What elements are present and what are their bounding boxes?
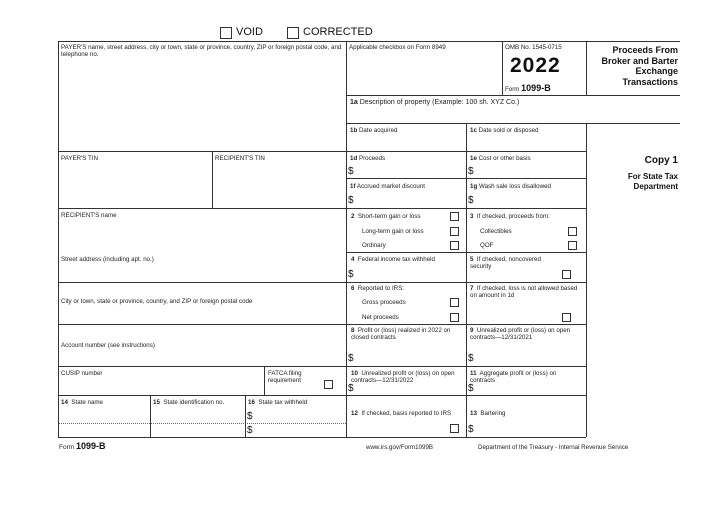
tax-year: 2022 [510,54,561,77]
box-6-gross-label: Gross proceeds [362,299,406,306]
recipient-name-label: RECIPIENT'S name [61,212,117,219]
omb-form-label [505,84,551,94]
footer-form-label [59,441,106,453]
box-5-number: 5 [470,256,474,263]
box-1a-number: 1a [350,99,358,106]
fatca-checkbox[interactable] [324,380,333,389]
box-2-short-checkbox[interactable] [450,212,459,221]
box-1d-label: Proceeds [358,155,386,162]
box-7-number: 7 [470,285,474,292]
box-3-label: If checked, proceeds from: [476,213,550,220]
box-2-ordinary-checkbox[interactable] [450,241,459,250]
account-number-field[interactable] [60,351,344,365]
copy-heading: Copy 1 [644,155,678,166]
box-7-label: If checked, loss is not allowed based on amount in 1d [470,285,578,300]
box-4-dollar: $ [348,269,354,280]
payer-tin-label: PAYER'S TIN [61,155,98,162]
box-16-number: 16 [248,399,255,406]
box-1b-label: Date acquired [358,127,398,134]
box-9-number: 9 [470,327,474,334]
box-10-label: Unrealized profit or (loss) on open contracts—12/31/2022 [351,370,455,385]
box-1g-label: Wash sale loss disallowed [478,183,551,190]
box-2-number: 2 [351,213,355,220]
form-number: 1099-B [521,83,551,93]
box-1b-number: 1b [350,127,358,134]
box-1g-dollar: $ [468,195,474,206]
box-13-label: Bartering [480,410,506,417]
box-2-long-label: Long-term gain or loss [362,228,424,235]
box-1f-number: 1f [350,183,356,190]
box-1e-label: Cost or other basis [478,155,531,162]
box-6-number: 6 [351,285,355,292]
account-number-label: Account number (see instructions) [61,342,155,349]
box-1g-field[interactable] [476,194,584,206]
cusip-label: CUSIP number [61,370,103,377]
box-14-field-1[interactable] [60,408,148,422]
box-1f-field[interactable] [356,194,464,206]
box-15-label: State identification no. [163,399,225,406]
box-16-dollar-2: $ [247,425,253,436]
box-9-dollar: $ [468,353,474,364]
recipient-tin-field[interactable] [214,163,344,206]
box-15-field-2[interactable] [152,424,243,436]
box-5-checkbox[interactable] [562,270,571,279]
box-10-field[interactable] [356,382,464,394]
box-4-number: 4 [351,256,355,263]
box-1c-number: 1c [470,127,477,134]
box-1c-label: Date sold or disposed [478,127,539,134]
box-4-label: Federal income tax withheld [357,256,435,263]
box-1f-label: Accrued market discount [356,183,425,190]
box-1d-field[interactable] [356,165,464,177]
box-6-label: Reported to IRS: [357,285,404,292]
box-2-long-checkbox[interactable] [450,227,459,236]
box-6-gross-checkbox[interactable] [450,298,459,307]
corrected-label: CORRECTED [303,26,373,38]
box-12-number: 12 [351,410,358,417]
box-1d-dollar: $ [348,166,354,177]
box-2-short-label: Short-term gain or loss [357,213,421,220]
box-16-dollar-1: $ [247,411,253,422]
corrected-checkbox[interactable] [287,27,299,39]
box-16-label: State tax withheld [258,399,308,406]
box-15-field-1[interactable] [152,408,243,422]
box-1e-number: 1e [470,155,477,162]
box-7-checkbox[interactable] [562,313,571,322]
box-3-qof-checkbox[interactable] [568,241,577,250]
form-title: Proceeds From Broker and Barter Exchange Transactions [601,45,678,87]
payer-name-label: PAYER'S name, street address, city or town, state or province, country, ZIP or foreign postal code, and telephone no. [61,44,342,59]
box-5-label: If checked, noncovered security [470,256,541,271]
payer-tin-field[interactable] [60,163,210,206]
box-3-collectibles-checkbox[interactable] [568,227,577,236]
box-1g-number: 1g [470,183,478,190]
box-1a-label: Description of property (Example: 100 sh. XYZ Co.) [359,99,520,106]
box-13-number: 13 [470,410,477,417]
box-14-field-2[interactable] [60,424,148,436]
footer-form-word: Form [59,444,75,451]
box-16-field-1[interactable] [255,410,344,422]
box-3-number: 3 [470,213,474,220]
footer-url: www.irs.gov/Form1099B [366,444,434,451]
box-12-label: If checked, basis reported to IRS [361,410,452,417]
box-1a-field[interactable] [348,108,678,122]
omb-number: OMB No. 1545-0715 [505,44,562,51]
box-8-label: Profit or (loss) realized in 2022 on closed contracts [351,327,451,342]
recipient-tin-label: RECIPIENT'S TIN [215,155,265,162]
box-6-net-label: Net proceeds [362,314,399,321]
box-13-field[interactable] [476,423,584,435]
box-8-field[interactable] [356,352,464,365]
box-11-field[interactable] [476,382,584,394]
box-4-field[interactable] [356,268,464,281]
box-8-dollar: $ [348,353,354,364]
box-14-number: 14 [61,399,68,406]
applicable-checkbox-label: Applicable checkbox on Form 8949 [349,44,446,51]
box-2-ordinary-label: Ordinary [362,242,386,249]
box-1d-number: 1d [350,155,358,162]
box-12-checkbox[interactable] [450,424,459,433]
form-word: Form [505,86,520,93]
box-8-number: 8 [351,327,355,334]
city-label: City or town, state or province, country, and ZIP or foreign postal code [61,298,253,305]
applicable-checkbox-field[interactable] [348,54,500,94]
box-11-dollar: $ [468,383,474,394]
footer-department: Department of the Treasury - Internal Revenue Service [478,444,629,451]
box-11-number: 11 [470,370,477,377]
copy-subheading: For State Tax Department [627,172,678,191]
street-address-label: Street address (including apt. no.) [61,256,154,263]
void-label: VOID [236,26,263,38]
box-6-net-checkbox[interactable] [450,313,459,322]
box-9-label: Unrealized profit or (loss) on open contracts—12/31/2021 [470,327,571,342]
city-field[interactable] [60,307,344,323]
fatca-label: FATCA filing requirement [268,370,302,385]
footer-form-number: 1099-B [75,441,106,451]
box-10-number: 10 [351,370,358,377]
recipient-name-field[interactable] [60,221,344,251]
street-address-field[interactable] [60,265,344,281]
box-1e-dollar: $ [468,166,474,177]
box-15-number: 15 [153,399,160,406]
box-1b-field[interactable] [348,135,464,150]
box-9-field[interactable] [476,352,584,365]
box-3-qof-label: QOF [480,242,494,249]
box-10-dollar: $ [348,383,354,394]
box-14-label: State name [71,399,103,406]
box-16-field-2[interactable] [255,424,344,436]
box-1e-field[interactable] [476,165,584,177]
box-13-dollar: $ [468,424,474,435]
payer-name-field[interactable] [60,60,344,149]
box-3-collectibles-label: Collectibles [480,228,512,235]
box-1c-field[interactable] [468,135,584,150]
box-11-label: Aggregate profit or (loss) on contracts [470,370,557,385]
box-1f-dollar: $ [348,195,354,206]
void-checkbox[interactable] [220,27,232,39]
cusip-field[interactable] [60,379,262,394]
